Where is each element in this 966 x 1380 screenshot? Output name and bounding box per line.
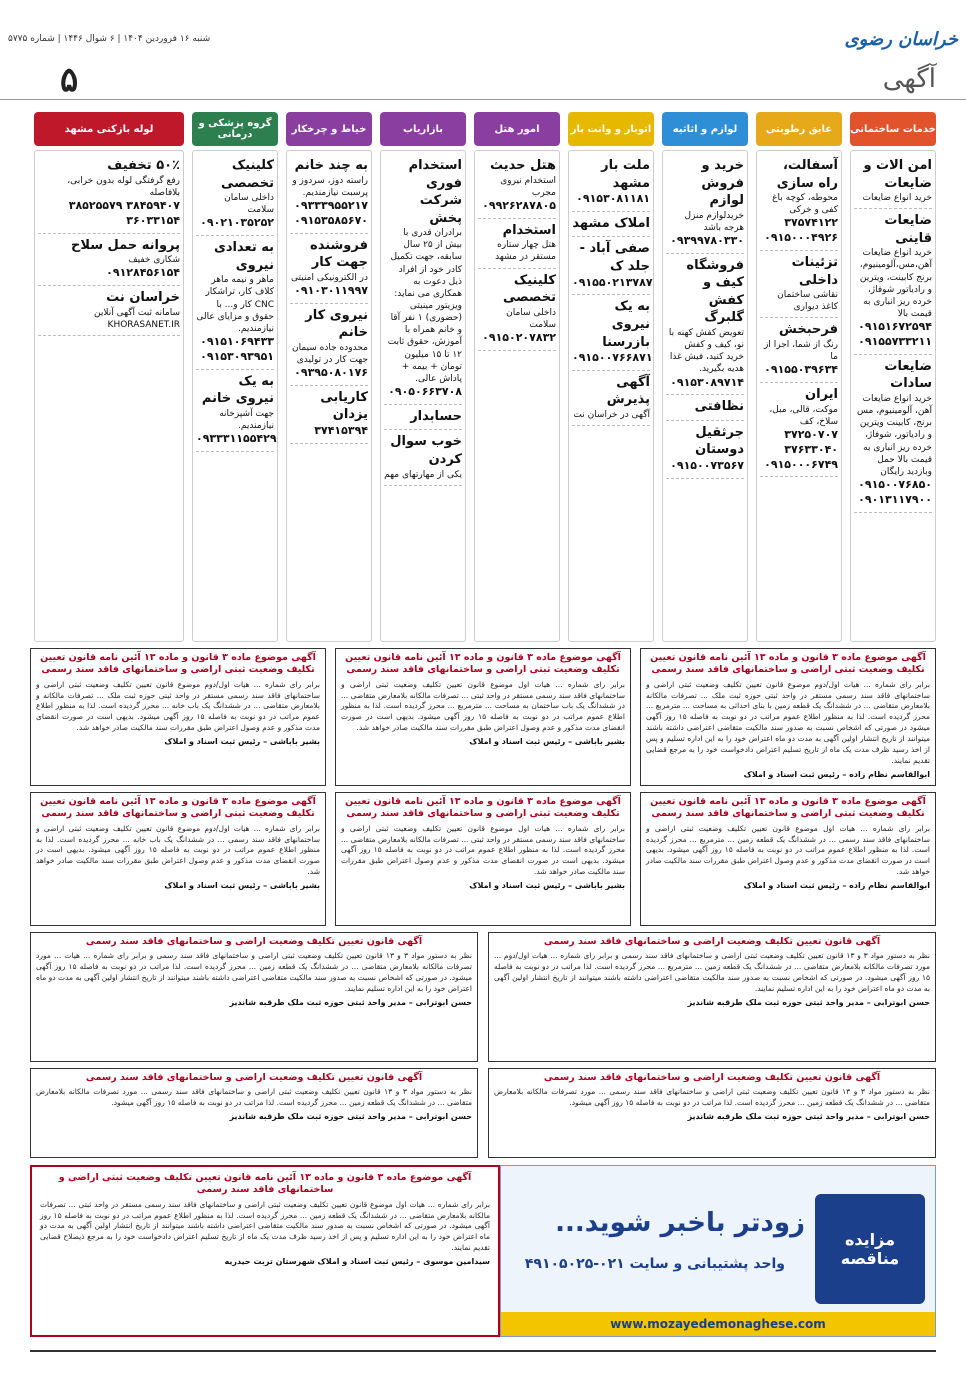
classified-ad: [196, 154, 274, 236]
notice-title: آگهی موضوع ماده ۳ قانون و ماده ۱۳ آئین نامه قانون تعیین تکلیف وضعیت ثبتی اراضی و ساختمانهای فاقد سند رسمی: [650, 652, 926, 676]
promo-brand-logo: مزایده مناقصه: [815, 1194, 925, 1304]
ad-title: حسابدار: [410, 408, 462, 424]
ad-title: آسفالت، راه سازی: [776, 158, 838, 191]
classified-ad: [38, 286, 180, 336]
classified-category-header: خیاط و چرخکار: [286, 112, 372, 146]
classified-column-body: [850, 150, 936, 642]
notice-body: نظر به دستور مواد ۳ و ۱۳ قانون تعیین تکلیف وضعیت ثبتی اراضی و ساختمانهای فاقد سند رسمی و برابر رای شماره ... هیات اول/دوم ... مورد تصرفات مالکانه بلامعارض متقاضی ... در ششدانگ یک قطعه زمین ... مترمربع ... محرز گردیده است. لذا مراتب در دو نوبت به فاصله ۱۵ روز آگهی میشود. در صورتی که اشخاص نسبت به صدور سند مالکیت متقاضی اعتراضی داشته باشند میتوانند از تاریخ انتشار اولین آگهی به مدت دو ماه اعتراض خود را به این اداره تسلیم نمایند.: [494, 951, 930, 993]
ad-title: نیروی کار خانم: [305, 307, 368, 341]
ad-text: رفع گرفتگی لوله بدون خرابی، بلافاصله: [67, 175, 180, 198]
notice-signature: حسن ابوترابی – مدیر واحد ثبتی حوزه ثبت ملک طرقبه شاندیز: [687, 997, 930, 1007]
classified-ad: [38, 234, 180, 287]
classified-ad: [38, 154, 180, 234]
ad-title: ملت بار مشهد: [601, 158, 650, 191]
ad-phone: ۰۹۱۵۰۰۷۳۵۶۷: [670, 459, 744, 472]
ad-phone: ۰۹۱۵۰۰۷۶۶۸۷۱: [572, 351, 653, 365]
legal-notice: [640, 792, 936, 926]
ad-phone: ۰۹۳۹۹۷۸۰۳۳۰: [670, 233, 744, 247]
ad-text: جهت آشپزخانه نیازمندیم.: [219, 408, 274, 431]
ad-title: فرحبخش: [778, 322, 838, 338]
ad-text: خرید انواع ضایعات آهن، آلومینیوم، مس برنج، کابینت ویترین و رادیاتور، شوفاژ، خرده ریز انباری به قیمت بالا حمل وبازدید رایگان: [856, 393, 932, 477]
classified-ad: [478, 269, 556, 351]
ad-phone: ۰۹۱۵۰۲۰۷۸۳۲: [482, 330, 556, 344]
notice-body: نظر به دستور مواد ۳ و ۱۳ قانون تعیین تکلیف وضعیت ثبتی اراضی و ساختمانهای فاقد سند رسمی ... مورد تصرفات مالکانه بلامعارض متقاضی ... در ششدانگ یک قطعه زمین ... محرز گردیده است. لذا مراتب در دو نوبت به فاصله ۱۵ روز آگهی میشود.: [494, 1087, 930, 1108]
ad-text: برادران قدری با بیش از ۲۵ سال سابقه، جهت تکمیل کادر خود از افراد ذیل دعوت به همکاری می نماید: ویزیتور مینیتی (حضوری) ۱ نفر آقا و خانم همراه با آموزش، حقوق ثابت ۱۲ تا ۱۵ میلیون تومان + بیمه + پاداش عالی.: [387, 228, 462, 384]
notice-signature: بشیر باباشی – رئیس ثبت اسناد و املاک: [164, 737, 320, 747]
page-header: [0, 0, 966, 100]
classified-ad: [760, 154, 838, 251]
classified-ad: [666, 395, 744, 421]
ad-text: محوطه، کوچه باغ کفی و خرکی: [772, 193, 838, 216]
issue-line: شنبه ۱۶ فروردین ۱۴۰۴ | ۶ شوال ۱۴۴۶ | شماره ۵۷۷۵: [8, 34, 211, 44]
notice-title: آگهی موضوع ماده ۳ قانون و ماده ۱۳ آئین نامه قانون تعیین تکلیف وضعیت ثبتی اراضی و ساختمانهای فاقد سند رسمی: [40, 796, 316, 820]
ad-text: داخلی سامان سلامت: [506, 307, 556, 330]
ad-title: کلینیک تخصصی: [502, 272, 556, 306]
ad-phone: ۰۹۱۵۱۶۷۲۵۹۴ ۰۹۱۵۵۷۳۳۲۱۱: [858, 320, 932, 349]
ad-title: به چند خانم: [294, 158, 368, 173]
ad-phone: ۰۹۳۹۵۰۸۰۱۷۶: [294, 365, 368, 379]
ad-text: داخلی سامان سلامت: [224, 193, 274, 216]
section-title: آگهی: [882, 64, 936, 94]
classified-category-header: لوازم و اثاثیه: [662, 112, 748, 146]
legal-notice: [488, 932, 936, 1062]
ad-text: راسته دوز، سردوز و پرسبت نیازمندیم.: [292, 175, 368, 198]
ad-text: محدوده جاده سیمان جهت کار در تولیدی: [292, 342, 368, 365]
ad-phone: ۳۸۵۲۵۵۷۹ ۳۸۴۵۹۴۰۷ ۳۶۰۳۳۱۵۴: [68, 198, 180, 227]
ad-phone: ۰۹۱۵۳۰۸۹۷۱۴: [670, 375, 744, 389]
classified-column-body: [474, 150, 560, 642]
classified-ad: [760, 251, 838, 318]
ad-title: هتل حدیث: [490, 158, 556, 173]
ad-title: خرید و فروش لوازم: [701, 158, 744, 209]
legal-notice: [488, 1068, 936, 1158]
ad-title: ضایعات سادات: [884, 358, 932, 392]
classified-column: [474, 112, 560, 642]
ad-text: خرید انواع ضایعات آهن،مس،آلومینیوم، برنج کابینت، ویترین و رادیاتور شوفاژ، خرده ریز انباری به قیمت بالا: [859, 248, 932, 320]
notice-body: برابر رای شماره ... هیات اول موضوع قانون تعیین تکلیف وضعیت ثبتی اراضی و ساختمانهای فاقد سند رسمی مستقر در واحد ثبتی ... تصرفات مالکانه بلامعارض متقاضی ... در ششدانگ یک قطعه زمین ... محرز گردیده است. لذا به منظور اطلاع عموم مراتب در دو نوبت به فاصله ۱۵ روز آگهی میشود. در صورتی که اشخاص نسبت به صدور سند مالکیت متقاضی اعتراضی داشته باشند میتوانند از تاریخ انتشار اولین آگهی به مدت دو ماه اعتراض خود را به این اداره تسلیم و پس از اخذ رسید ظرف مدت یک ماه از تاریخ تسلیم اعتراض دادخواست خود را به مرجع ذیصلاح قضایی تقدیم نمایند.: [40, 1199, 491, 1253]
legal-notice: [640, 648, 936, 786]
notice-body: برابر رای شماره ... هیات اول/دوم موضوع قانون تعیین تکلیف وضعیت ثبتی اراضی و ساختمانهای فاقد سند رسمی مستقر در واحد ثبتی حوزه ثبت ملک ... تصرفات مالکانه و بلامعارض متقاضی ... در ششدانگ یک باب خانه ... محرز گردیده است. لذا به منظور اطلاع عموم مراتب در دو نوبت به فاصله ۱۵ روز آگهی میشود. بدیهی است در صورت انقضای مدت مذکور و عدم وصول اعتراض طبق مقررات سند مالکیت صادر خواهد شد.: [36, 679, 321, 733]
classified-ad: [290, 234, 368, 304]
ad-title: به یک نیروی خانم: [201, 373, 274, 407]
classified-category-header: لوله بازکنی مشهد: [34, 112, 184, 146]
footer-rule: [30, 1350, 936, 1352]
notice-signature: حسن ابوترابی – مدیر واحد ثبتی حوزه ثبت ملک طرقبه شاندیز: [687, 1112, 930, 1122]
classified-ad: [290, 386, 368, 444]
ad-text: یکی از مهارتهای مهم: [384, 469, 462, 480]
classified-column-body: [756, 150, 842, 642]
notice-signature: حسن ابوترابی – مدیر واحد ثبتی حوزه ثبت ملک طرقبه شاندیز: [229, 1112, 472, 1122]
classified-ad: [760, 383, 838, 477]
promo-banner[interactable]: [500, 1165, 936, 1337]
classified-column-body: [380, 150, 466, 642]
classified-column: [850, 112, 936, 642]
ad-title: پروانه حمل سلاح: [70, 237, 180, 253]
classified-ad: [572, 237, 653, 295]
ad-text: استخدام نیروی مجرب: [500, 175, 556, 198]
promo-url[interactable]: www.mozayedemonaghese.com: [501, 1312, 935, 1336]
notice-signature: بشیر باباشی – رئیس ثبت اسناد و املاک: [469, 737, 625, 747]
page-number: ۵: [60, 60, 79, 100]
legal-notice: [335, 648, 631, 786]
ad-phone: ۰۹۹۲۶۲۸۷۸۰۵: [482, 198, 556, 212]
classifieds-grid: [30, 112, 936, 642]
ad-text: سامانه ثبت آگهی آنلاین KHORASANET.IR: [94, 307, 180, 330]
legal-notice: [30, 932, 478, 1062]
ad-title: تزئینات داخلی: [791, 255, 838, 288]
ad-phone: ۰۹۰۵۰۶۶۳۷۰۸: [388, 385, 462, 399]
notice-title: آگهی قانون تعیین تکلیف وضعیت اراضی و ساختمانهای فاقد سند رسمی: [85, 936, 423, 947]
classified-column: [380, 112, 466, 642]
ad-text: رنگ از شما، اجرا از ما: [764, 339, 838, 363]
classified-column: [34, 112, 184, 642]
classified-column: [568, 112, 654, 642]
classified-category-header: گروه پزشکی و درمانی: [192, 112, 278, 146]
notice-title: آگهی موضوع ماده ۳ قانون و ماده ۱۳ آئین نامه قانون تعیین تکلیف وضعیت ثبتی اراضی و ساختمانهای فاقد سند رسمی: [58, 1172, 472, 1196]
classified-ad: [854, 355, 932, 513]
classified-column-body: [286, 150, 372, 642]
notice-body: نظر به دستور مواد ۳ و ۱۳ قانون تعیین تکلیف وضعیت ثبتی اراضی و ساختمانهای فاقد سند رسمی و برابر رای شماره ... هیات ... مورد تصرفات مالکانه بلامعارض متقاضی ... در ششدانگ یک قطعه زمین ... محرز گردیده است. لذا مراتب در دو نوبت به فاصله ۱۵ روز آگهی میشود. در صورتی که اشخاص نسبت به صدور سند مالکیت متقاضی اعتراضی داشته باشند میتوانند از تاریخ انتشار اولین آگهی به مدت دو ماه اعتراض خود را به این اداره تسلیم نمایند.: [36, 951, 472, 993]
legal-notice: [30, 1068, 478, 1158]
classified-column: [286, 112, 372, 642]
classified-category-header: عایق رطوبتی: [756, 112, 842, 146]
ad-title: فروشنده جهت کار: [310, 237, 368, 271]
ad-title: کلینیک تخصصی: [220, 158, 274, 191]
ad-title: ۵۰٪ تخفیف: [107, 158, 180, 173]
notice-title: آگهی موضوع ماده ۳ قانون و ماده ۱۳ آئین نامه قانون تعیین تکلیف وضعیت ثبتی اراضی و ساختمانهای فاقد سند رسمی: [40, 652, 316, 676]
notice-title: آگهی قانون تعیین تکلیف وضعیت اراضی و ساختمانهای فاقد سند رسمی: [543, 936, 881, 947]
newspaper-logo: خراسان رضوی: [844, 28, 958, 50]
ad-title: نظافتی: [694, 399, 744, 415]
notice-title: آگهی موضوع ماده ۳ قانون و ماده ۱۳ آئین نامه قانون تعیین تکلیف وضعیت ثبتی اراضی و ساختمانهای فاقد سند رسمی: [345, 652, 621, 676]
classified-ad: [196, 370, 277, 452]
ad-text: در الکترونیکی امنیتی: [291, 272, 368, 283]
legal-notice: [30, 792, 326, 926]
notice-body: برابر رای شماره ... هیات اول موضوع قانون تعیین تکلیف وضعیت ثبتی اراضی و ساختمانهای فاقد سند رسمی مستقر در واحد ثبتی ... تصرفات مالکانه بلامعارض متقاضی ... محرز گردیده است. لذا به منظور اطلاع عموم مراتب در دو نوبت به فاصله ۱۵ روز آگهی میشود. بدیهی است در صورت انقضای مدت مذکور و عدم وصول اعتراض طبق مقررات سند مالکیت صادر خواهد شد.: [341, 823, 625, 877]
ad-title: فروشگاه کیف و کفش گلبرگ: [686, 257, 744, 326]
notice-signature: سیدامین موسوی – رئیس ثبت اسناد و املاک شهرستان تربت حیدریه: [224, 1257, 490, 1267]
ad-text: خرید انواع ضایعات: [862, 193, 932, 204]
ad-text: موکت، قالی، مبل، سلاخ، کف: [769, 404, 838, 427]
ad-title: املاک مشهد: [572, 215, 650, 231]
ad-phone: ۰۹۱۵۵۰۲۱۳۷۸۷: [572, 275, 653, 289]
classified-ad: [478, 154, 556, 219]
classified-ad: [760, 318, 838, 383]
ad-text: ماهر و نیمه ماهر کلاف کار، تراشکار CNC کار و... با حقوق و مزایای عالی نیازمندیم.: [196, 275, 274, 334]
legal-notice: [335, 792, 631, 926]
classified-category-header: اتوبار و وانت بار: [568, 112, 654, 146]
promo-subline: واحد پشتیبانی و سایت ۰۲۱-۴۹۱۰۵۰۲۵: [524, 1256, 785, 1272]
classified-ad: [572, 212, 650, 238]
masthead-bar: [8, 28, 958, 50]
classified-column: [662, 112, 748, 642]
classified-column: [192, 112, 278, 642]
ad-title: استخدام: [502, 222, 556, 238]
ad-title: ایران: [805, 387, 838, 403]
ad-title: به یک نیروی بازرسنا: [602, 299, 650, 350]
ad-text: خریدلوازم منزل هرجه باشد: [684, 210, 744, 233]
classified-ad: [384, 405, 462, 431]
classified-ad: [854, 154, 932, 209]
ad-title: خوب سوال کردن: [390, 434, 462, 467]
classified-ad: [290, 154, 368, 234]
ad-title: استخدام فوری شرکت پخش: [408, 158, 462, 226]
ad-title: آگهی پذیرش: [606, 374, 650, 408]
notice-signature: بشیر باباشی – رئیس ثبت اسناد و املاک: [469, 881, 625, 891]
notice-signature: بشیر باباشی – رئیس ثبت اسناد و املاک: [164, 881, 320, 891]
ad-phone: ۰۹۱۰۳۰۱۱۹۹۷: [294, 283, 368, 297]
promo-headline: زودتر باخبر شوید...: [555, 1208, 805, 1238]
notice-body: نظر به دستور مواد ۳ و ۱۳ قانون تعیین تکلیف وضعیت ثبتی اراضی و ساختمانهای فاقد سند رسمی ... مورد تصرفات مالکانه بلامعارض متقاضی ... در ششدانگ یک قطعه زمین ... محرز گردیده است. لذا مراتب در دو نوبت به فاصله ۱۵ روز آگهی میشود.: [36, 1087, 472, 1108]
classified-ad: [572, 154, 650, 212]
ad-phone: ۰۹۱۲۸۴۵۶۱۵۴: [106, 266, 180, 280]
ad-phone: ۰۹۱۵۰۰۷۶۸۵۰ ۰۹۰۱۳۱۱۷۹۰۰: [858, 477, 932, 506]
notice-body: برابر رای شماره ... هیات اول موضوع قانون تعیین تکلیف وضعیت ثبتی اراضی و ساختمانهای فاقد سند رسمی مستقر در واحد ثبتی ... تصرفات مالکانه بلامعارض متقاضی ... در ششدانگ یک باب ساختمان به مساحت ... مترمربع ... محرز گردیده است. لذا به منظور اطلاع عموم مراتب در دو نوبت به فاصله ۱۵ روز آگهی میشود. بدیهی است در صورت انقضای مدت مذکور و عدم وصول اعتراض طبق مقررات سند مالکیت صادر خواهد شد.: [341, 679, 625, 733]
ad-text: هتل چهار ستاره مستقر در مشهد: [495, 240, 556, 263]
ad-title: ضایعات قاینی: [884, 213, 932, 246]
classified-ad: [572, 371, 650, 426]
classified-column-body: [662, 150, 748, 642]
notice-title: آگهی موضوع ماده ۳ قانون و ماده ۱۳ آئین نامه قانون تعیین تکلیف وضعیت ثبتی اراضی و ساختمانهای فاقد سند رسمی: [650, 796, 926, 820]
ad-phone: ۰۹۳۳۳۹۵۵۲۱۷ ۰۹۱۵۳۵۸۵۶۷۰: [294, 198, 368, 227]
classified-ad: [666, 421, 744, 479]
ad-phone: ۳۷۲۵۰۷۰۷ ۳۷۶۳۳۰۴۰ ۰۹۱۵۰۰۰۶۷۴۹: [764, 427, 838, 471]
classified-ad: [854, 209, 932, 355]
classified-column-body: [34, 150, 184, 642]
ad-title: کاریابی یزدان: [320, 389, 368, 423]
ad-title: صفی آباد - جلد ک: [579, 241, 650, 275]
legal-notices: [30, 648, 936, 1160]
ad-phone: ۰۹۱۵۳۰۸۱۱۸۱: [576, 192, 650, 206]
classified-column: [756, 112, 842, 642]
ad-phone: ۳۷۴۱۵۳۹۴: [314, 423, 368, 437]
classified-ad: [572, 295, 653, 370]
notice-title: آگهی قانون تعیین تکلیف وضعیت اراضی و ساختمانهای فاقد سند رسمی: [85, 1072, 423, 1083]
ad-text: آگهی در خراسان نت: [573, 410, 650, 420]
classified-category-header: خدمات ساختمانی: [850, 112, 936, 146]
ad-title: خراسان نت: [106, 290, 180, 306]
ad-title: امن الات و ضایعات: [863, 158, 932, 191]
classified-category-header: امور هتل: [474, 112, 560, 146]
ad-phone: ۰۹۱۵۵۰۳۹۶۳۴: [764, 363, 838, 377]
ad-phone: ۰۹۳۳۳۱۱۵۵۴۲۹: [196, 432, 277, 446]
ad-phone: ۰۹۱۵۱۰۶۹۴۳۳ ۰۹۱۵۳۰۹۳۹۵۱: [200, 335, 274, 363]
notice-body: برابر رای شماره ... هیات اول/دوم موضوع قانون تعیین تکلیف وضعیت ثبتی اراضی و ساختمانهای فاقد سند رسمی ... در ششدانگ یک باب خانه ... محرز گردیده است. لذا به منظور اطلاع عموم مراتب در دو نوبت به فاصله ۱۵ روز آگهی میشود. بدیهی است در صورت انقضای مدت مذکور و عدم وصول اعتراض طبق مقررات سند مالکیت صادر خواهد شد.: [36, 823, 320, 877]
classified-ad: [290, 304, 368, 386]
legal-notice: [30, 648, 326, 786]
ad-phone: ۰۹۰۲۱۰۳۵۲۵۲: [200, 216, 274, 230]
notice-signature: ابوالقاسم نظام زاده – رئیس ثبت اسناد و املاک: [743, 769, 930, 779]
ad-phone: ۳۷۵۷۴۱۲۲ ۰۹۱۵۰۰۰۴۹۲۶: [764, 216, 838, 245]
ad-text: تعویض کفش کهنه با نو، کیف و کفش خرید کنید، فیش غذا هدیه بگیرید.: [668, 327, 744, 375]
ad-text: شکاری خفیف: [128, 255, 180, 266]
classified-ad: [196, 236, 274, 369]
classified-category-header: بازاریاب: [380, 112, 466, 146]
ad-title: به تعدادی نیروی: [213, 240, 274, 273]
ad-title: جرثقیل دوستان: [695, 424, 744, 458]
notice-signature: ابوالقاسم نظام زاده – رئیس ثبت اسناد و املاک: [743, 881, 930, 891]
notice-title: آگهی موضوع ماده ۳ قانون و ماده ۱۳ آئین نامه قانون تعیین تکلیف وضعیت ثبتی اراضی و ساختمانهای فاقد سند رسمی: [345, 796, 621, 820]
classified-ad: [384, 154, 462, 405]
classified-ad: [478, 219, 556, 269]
notice-body: برابر رای شماره ... هیات اول موضوع قانون تعیین تکلیف وضعیت ثبتی اراضی و ساختمانهای فاقد سند رسمی ... در ششدانگ یک قطعه زمین ... مترمربع ... محرز گردیده است. لذا به منظور اطلاع عموم مراتب در دو نوبت به فاصله ۱۵ روز آگهی میشود. بدیهی است در صورت انقضای مدت مذکور و عدم وصول اعتراض طبق مقررات سند مالکیت صادر خواهد شد.: [646, 823, 930, 877]
ad-text: نقاشی ساختمان کاغذ دیواری: [777, 290, 838, 313]
classified-ad: [384, 430, 462, 485]
notice-title: آگهی قانون تعیین تکلیف وضعیت اراضی و ساختمانهای فاقد سند رسمی: [543, 1072, 881, 1083]
classified-ad: [666, 254, 744, 396]
notice-signature: حسن ابوترابی – مدیر واحد ثبتی حوزه ثبت ملک طرقبه شاندیز: [229, 997, 472, 1007]
classified-column-body: [192, 150, 278, 642]
classified-column-body: [568, 150, 654, 642]
notice-body: برابر رای شماره ... هیات اول/دوم موضوع قانون تعیین تکلیف وضعیت ثبتی اراضی و ساختمانهای فاقد سند رسمی مستقر در واحد ثبتی حوزه ثبت ملک ... تصرفات مالکانه بلامعارض متقاضی ... در ششدانگ یک قطعه زمین با بنای احداثی به مساحت ... مترمربع ... محرز گردیده است. لذا به منظور اطلاع عموم مراتب در دو نوبت به فاصله ۱۵ روز آگهی میشود در صورتی که اشخاص نسبت به صدور سند مالکیت متقاضی اعتراضی داشته باشند میتوانند از تاریخ انتشار اولین آگهی به مدت دو ماه اعتراض خود را به این اداره تسلیم و پس از اخذ رسید ظرف مدت یک ماه از تاریخ تسلیم اعتراض دادخواست خود را به مرجع قضایی تقدیم نمایند.: [646, 679, 930, 765]
bottom-legal-notice: [30, 1165, 500, 1337]
classified-ad: [666, 154, 744, 254]
